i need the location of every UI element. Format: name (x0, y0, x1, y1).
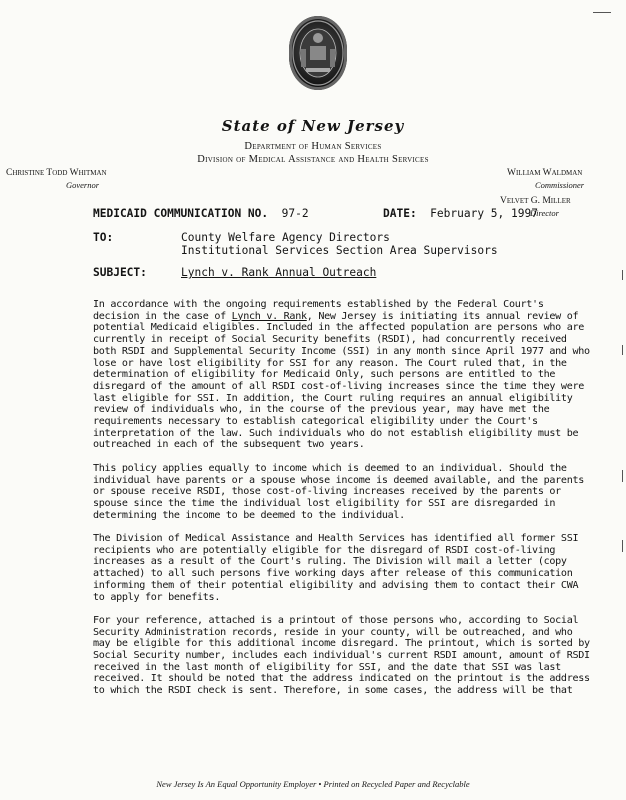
scan-mark (622, 345, 623, 355)
paragraph-1: In accordance with the ongoing requirements established by the Federal Court's decision in the case of Lynch v. Rank, New Jersey is initiating its annual review of potential Medicaid eligibles. Included in the affected population are persons who are currently in receipt of Social Security benefits (RSDI), had concurrently received both RSDI and Supplemental Security Income (SSI) in any month since April 1977 and who lose or have lost eligibility for SSI for any reason. The Court ruled that, in the determination of eligibility for Medicaid Only, such persons are entitled to the disregard of the amount of all RSDI cost-of-living increases since the time they were last eligible for SSI. In addition, the Court ruling requires an annual eligibility review of individuals who, in the course of the previous year, may have met the requirements necessary to establish categorical eligibility under the Court's interpretation of the law. Such individuals who do not establish eligibility must be outreached in each of the subsequent two years. (93, 299, 590, 451)
paragraph-3: The Division of Medical Assistance and Health Services has identified all former SSI recipients who are potentially eligible for the disregard of RSDI cost-of-living increases as a result of the Court's ruling. The Division will mail a letter (copy attached) to all such persons five working days after release of this communication informing them of their potential eligibility and advising them to contact their CWA to apply for benefits. (93, 533, 579, 603)
memo-body (93, 299, 593, 709)
scan-mark (593, 12, 611, 13)
date-value: February 5, 1997 (430, 207, 538, 220)
department-name: Department of Human Services (244, 141, 382, 152)
scan-mark (622, 270, 623, 280)
paragraph-4: For your reference, attached is a printout of those persons who, according to Social Security Administration records, reside in your county, will be outreached, and who may be eligible for this additional income disregard. The printout, which is sorted by Social Security number, includes each individual's current RSDI amount, amount of RSDI received in the last month of eligibility for SSI, and the date that SSI was last received. It should be noted that the address indicated on the printout is the address to which the RSDI check is sent. Therefore, in some cases, the address will be that (93, 614, 590, 697)
state-seal-icon (289, 16, 347, 90)
division-name: Division of Medical Assistance and Health Services (197, 154, 429, 165)
communication-number: 97-2 (281, 207, 309, 220)
director-title: Director (530, 208, 559, 218)
commissioner-name: William Waldman (507, 168, 583, 178)
scan-mark (622, 540, 623, 552)
date-line (383, 207, 538, 220)
scan-mark (622, 470, 623, 482)
director-name: Velvet G. Miller (500, 196, 571, 206)
commissioner-title: Commissioner (535, 180, 585, 190)
date-label: DATE: (383, 207, 417, 220)
footer-text: New Jersey Is An Equal Opportunity Employer • Printed on Recycled Paper and Recyclable (156, 779, 470, 789)
to-line-2: Institutional Services Section Area Supervisors (181, 244, 498, 257)
governor-name: Christine Todd Whitman (6, 168, 107, 178)
communication-number-line (93, 207, 309, 220)
state-title: State of New Jersey (221, 117, 405, 135)
subject-label: SUBJECT: (93, 266, 147, 279)
to-label: TO: (93, 231, 114, 244)
to-line-1: County Welfare Agency Directors (181, 231, 390, 244)
subject-value: Lynch v. Rank Annual Outreach (181, 266, 377, 279)
case-name: Lynch v. Rank (231, 310, 307, 322)
paragraph-2: This policy applies equally to income which is deemed to an individual. Should the individual have parents or a spouse whose income is deemed available, and the parents or spouse receive RSDI, those cost-of-living increases received by the parents or spouse since the time the individual lost eligibility for SSI are disregarded in determining the income to be deemed to the individual. (93, 462, 585, 521)
communication-label: MEDICAID COMMUNICATION NO. (93, 207, 269, 220)
governor-title: Governor (66, 180, 100, 190)
